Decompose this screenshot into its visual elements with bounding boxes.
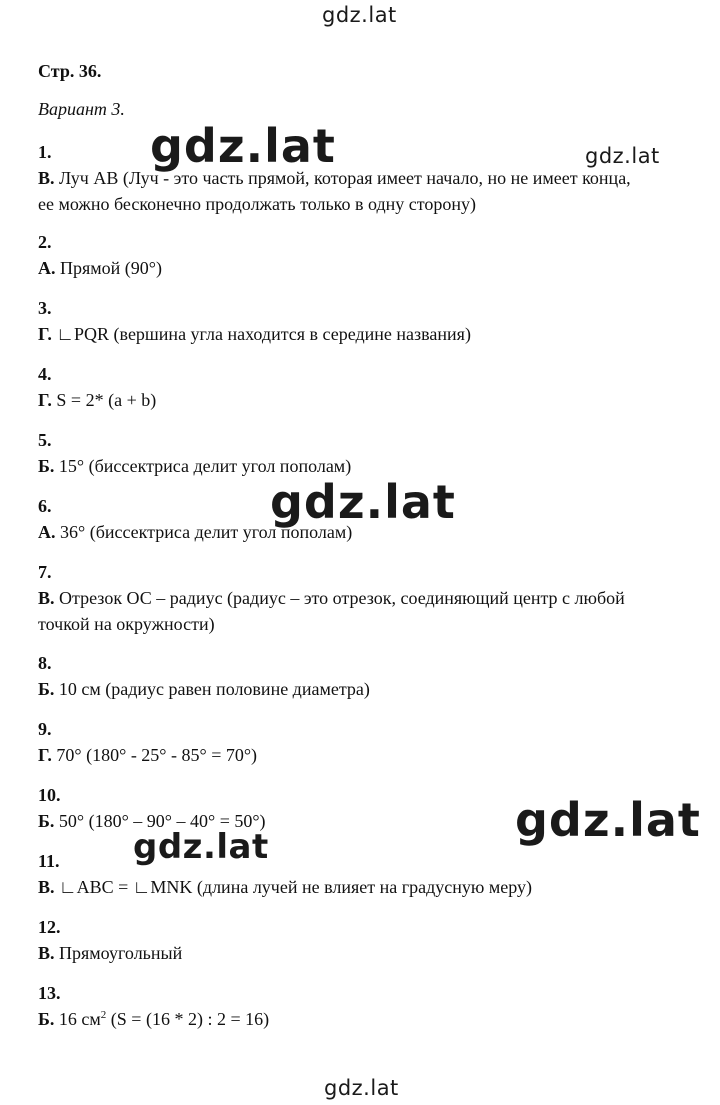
answer-line xyxy=(38,255,688,281)
question-number: 3. xyxy=(38,298,52,318)
watermark-big-2: gdz.lat xyxy=(270,475,456,529)
answer-letter: Б. xyxy=(38,1009,55,1029)
answer-letter: Б. xyxy=(38,679,55,699)
answer-line xyxy=(38,742,688,768)
question-number: 10. xyxy=(38,785,61,805)
answer-item-9 xyxy=(38,716,688,768)
question-number: 5. xyxy=(38,430,52,450)
answer-item-8 xyxy=(38,650,688,702)
answer-text: 70° (180° - 25° - 85° = 70°) xyxy=(51,745,258,765)
answer-text: 50° (180° – 90° – 40° = 50°) xyxy=(54,811,266,831)
answer-letter: В. xyxy=(38,588,55,608)
answer-text: 10 см (радиус равен половине диаметра) xyxy=(54,679,370,699)
watermark-top: gdz.lat xyxy=(322,3,397,27)
watermark-big-1: gdz.lat xyxy=(150,119,336,173)
answer-text: 15° (биссектриса делит угол пополам) xyxy=(54,456,352,476)
question-number: 13. xyxy=(38,983,61,1003)
answer-item-4 xyxy=(38,361,688,413)
answer-text: Прямой (90°) xyxy=(55,258,162,278)
answer-text: S = 2* (a + b) xyxy=(51,390,157,410)
answer-line xyxy=(38,321,688,347)
answer-letter: А. xyxy=(38,258,56,278)
question-number: 4. xyxy=(38,364,52,384)
answer-letter: Б. xyxy=(38,811,55,831)
question-number: 11. xyxy=(38,851,60,871)
answer-line xyxy=(38,165,688,191)
answer-letter: Г. xyxy=(38,390,52,410)
answer-letter: А. xyxy=(38,522,56,542)
answer-item-2 xyxy=(38,229,688,281)
watermark-big-3: gdz.lat xyxy=(515,793,701,847)
variant-label: Вариант 3. xyxy=(38,99,125,119)
answer-line xyxy=(38,1006,688,1032)
answer-line xyxy=(38,585,688,611)
question-number: 2. xyxy=(38,232,52,252)
answer-letter: Г. xyxy=(38,745,52,765)
answer-text: 16 см xyxy=(54,1009,101,1029)
question-number: 9. xyxy=(38,719,52,739)
answer-text: 36° (биссектриса делит угол пополам) xyxy=(55,522,353,542)
answer-item-3 xyxy=(38,295,688,347)
answer-item-7 xyxy=(38,559,688,637)
answer-letter: В. xyxy=(38,943,55,963)
answer-text: ∟PQR (вершина угла находится в середине названия) xyxy=(51,324,471,344)
answer-text: Отрезок ОС – радиус (радиус – это отрезок, соединяющий центр с любой xyxy=(54,588,625,608)
watermark-bottom: gdz.lat xyxy=(324,1076,399,1100)
question-number: 7. xyxy=(38,562,52,582)
answer-text-after: (S = (16 * 2) : 2 = 16) xyxy=(106,1009,270,1029)
watermark-mid-1: gdz.lat xyxy=(133,827,269,867)
answer-item-13 xyxy=(38,980,688,1032)
answer-letter: В. xyxy=(38,168,55,188)
answer-line xyxy=(38,874,688,900)
question-number: 12. xyxy=(38,917,61,937)
question-number: 8. xyxy=(38,653,52,673)
answer-item-12 xyxy=(38,914,688,966)
question-number: 6. xyxy=(38,496,52,516)
answer-letter: Б. xyxy=(38,456,55,476)
page-number-title: Стр. 36. xyxy=(38,61,102,81)
answer-line-continued: ее можно бесконечно продолжать только в одну сторону) xyxy=(38,194,477,214)
answer-text: Прямоугольный xyxy=(54,943,183,963)
question-number: 1. xyxy=(38,142,52,162)
answer-line xyxy=(38,676,688,702)
superscript-exponent: 2 xyxy=(100,1009,107,1021)
watermark-right-small: gdz.lat xyxy=(585,144,660,168)
answer-text: ∟ABC = ∟MNK (длина лучей не влияет на градусную меру) xyxy=(54,877,532,897)
answer-item-5 xyxy=(38,427,688,479)
answer-line xyxy=(38,387,688,413)
answer-letter: Г. xyxy=(38,324,52,344)
answer-text: Луч АВ (Луч - это часть прямой, которая имеет начало, но не имеет конца, xyxy=(54,168,631,188)
answer-line xyxy=(38,940,688,966)
answer-line-continued: точкой на окружности) xyxy=(38,614,215,634)
answer-letter: В. xyxy=(38,877,55,897)
